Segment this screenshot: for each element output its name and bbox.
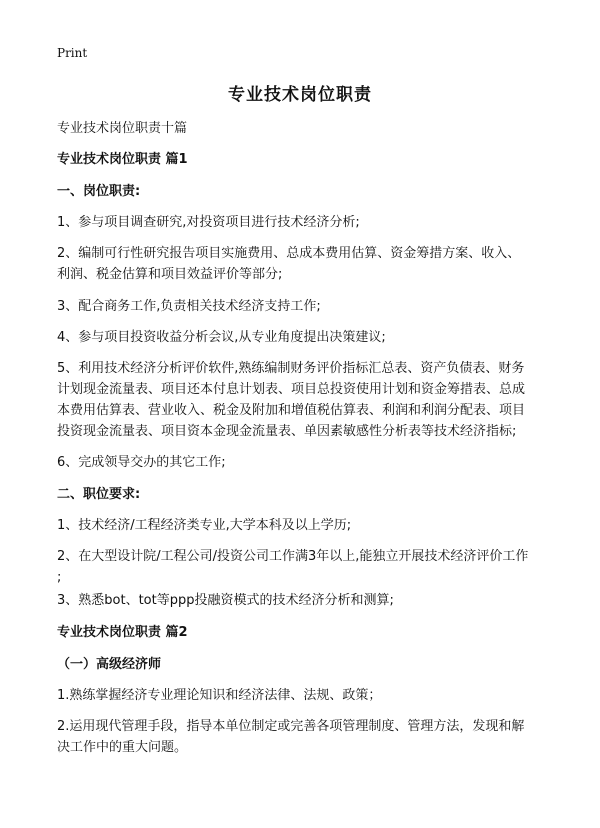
subheading-requirements: 二、职位要求: — [57, 487, 141, 502]
duty-item-5-line-1: 5、利用技术经济分析评价软件,熟练编制财务评价指标汇总表、资产负债表、财务 — [57, 361, 525, 376]
print-label: Print — [57, 46, 88, 60]
requirement-item-1: 1、技术经济/工程经济类专业,大学本科及以上学历; — [57, 518, 352, 533]
intro-line: 专业技术岗位职责十篇 — [57, 121, 188, 136]
requirement-item-3: 3、熟悉bot、tot等ppp投融资模式的技术经济分析和测算; — [57, 593, 394, 608]
duty-item-3: 3、配合商务工作,负责相关技术经济支持工作; — [57, 299, 321, 314]
senior-item-2-line-2: 决工作中的重大问题。 — [57, 740, 188, 755]
senior-item-2-line-1: 2.运用现代管理手段，指导本单位制定或完善各项管理制度、管理方法，发现和解 — [57, 719, 525, 734]
subheading-duties: 一、岗位职责: — [57, 184, 141, 199]
duty-item-4: 4、参与项目投资收益分析会议,从专业角度提出决策建议; — [57, 330, 386, 345]
section-heading-1: 专业技术岗位职责 篇1 — [57, 152, 188, 167]
duty-item-5-line-4: 投资现金流量表、项目资本金现金流量表、单因素敏感性分析表等技术经济指标; — [57, 424, 517, 439]
section-heading-2: 专业技术岗位职责 篇2 — [57, 625, 188, 640]
duty-item-5-line-3: 本费用估算表、营业收入、税金及附加和增值税估算表、利润和利润分配表、项目 — [57, 403, 526, 418]
duty-item-2-line-2: 利润、税金估算和项目效益评价等部分; — [57, 267, 283, 282]
duty-item-1: 1、参与项目调查研究,对投资项目进行技术经济分析; — [57, 215, 360, 230]
document-title: 专业技术岗位职责 — [228, 85, 372, 105]
requirement-item-2: 2、在大型设计院/工程公司/投资公司工作满3年以上,能独立开展技术经济评价工作 — [57, 549, 529, 564]
duty-item-5-line-2: 计划现金流量表、项目还本付息计划表、项目总投资使用计划和资金筹措表、总成 — [57, 382, 526, 397]
subheading-senior-economist: （一）高级经济师 — [57, 657, 162, 672]
duty-item-2-line-1: 2、编制可行性研究报告项目实施费用、总成本费用估算、资金筹措方案、收入、 — [57, 246, 521, 261]
senior-item-1: 1.熟练掌握经济专业理论知识和经济法律、法规、政策； — [57, 688, 382, 703]
requirement-item-2-end: ; — [57, 570, 62, 585]
duty-item-6: 6、完成领导交办的其它工作; — [57, 455, 226, 470]
